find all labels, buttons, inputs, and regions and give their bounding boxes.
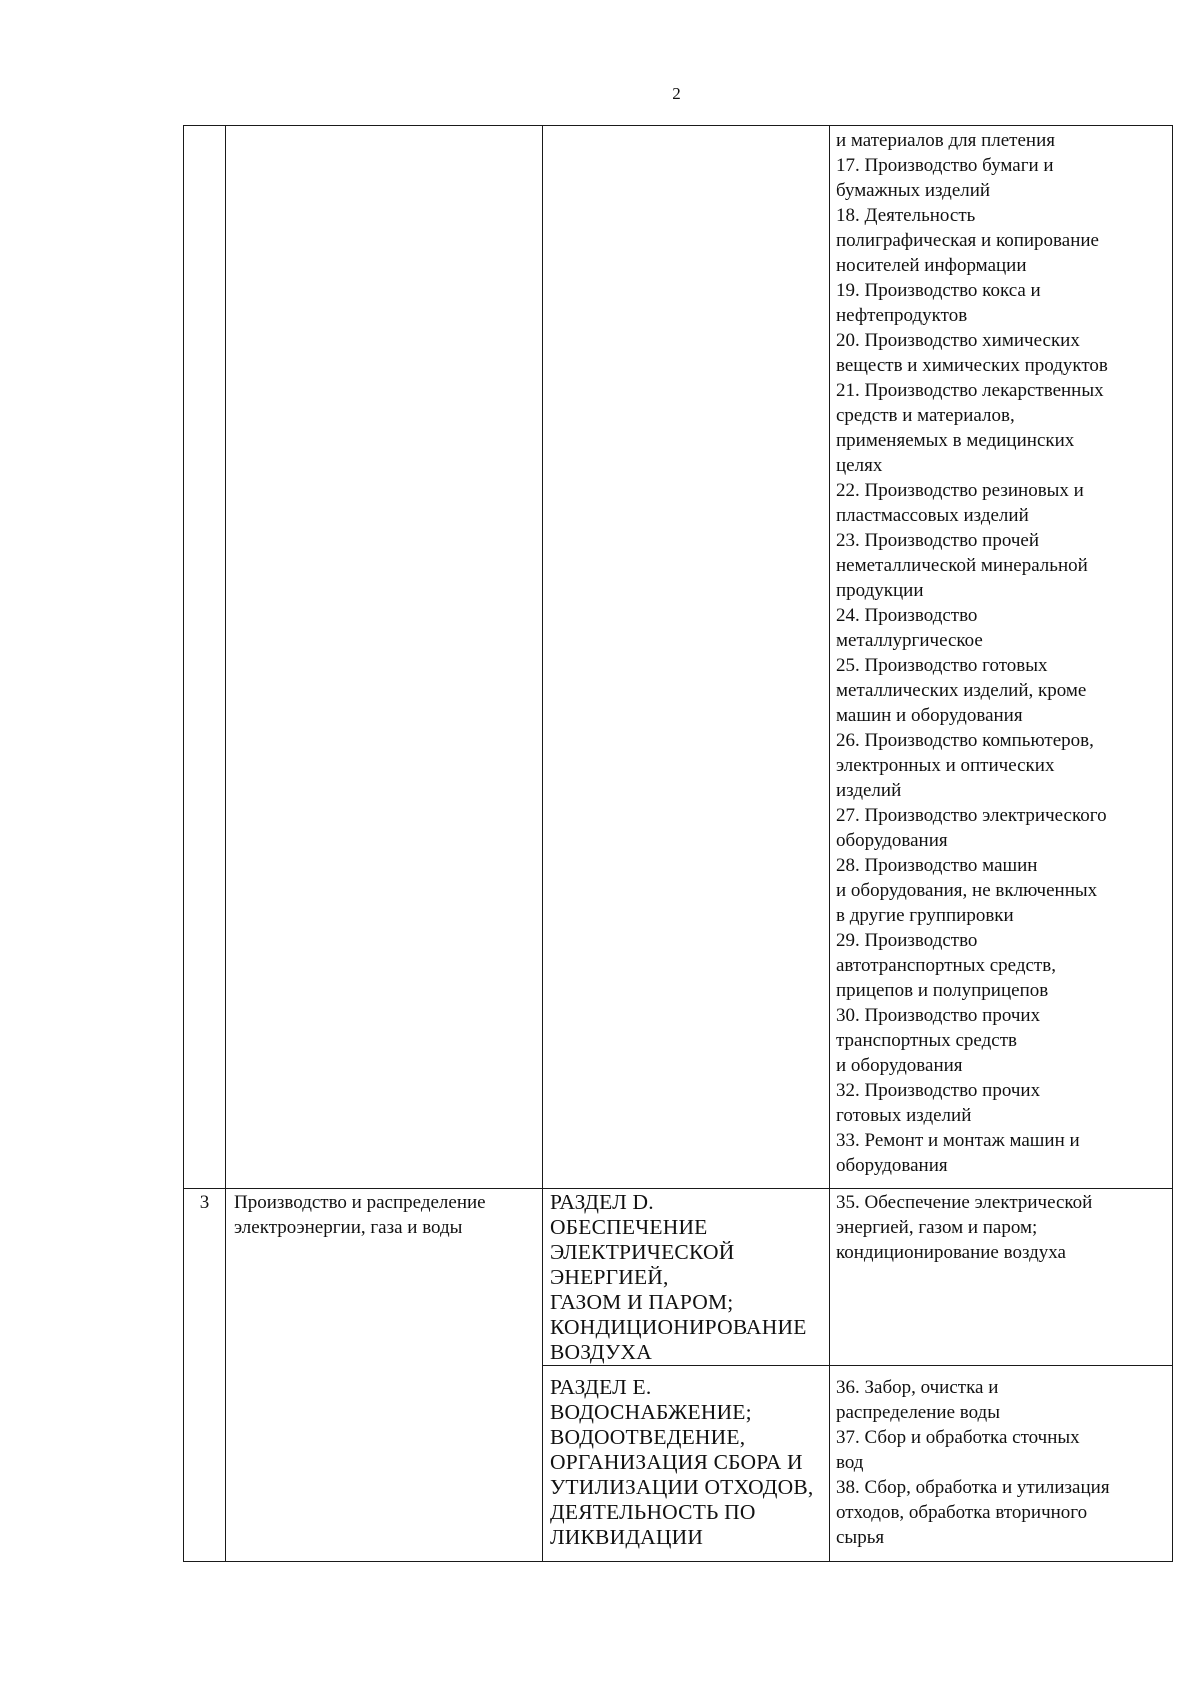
row-number: 3 [199,1192,210,1213]
text-line: 28. Производство машин [836,855,1038,876]
text-line: ВОДООТВЕДЕНИЕ, [550,1425,746,1449]
classes-list [836,128,1168,1178]
text-line: транспортных средств [836,1030,1017,1051]
text-line: веществ и химических продуктов [836,355,1108,376]
text-line: нефтепродуктов [836,305,968,326]
text-line: РАЗДЕЛ Е. [550,1375,652,1399]
text-line: 17. Производство бумаги и [836,155,1054,176]
text-line: КОНДИЦИОНИРОВАНИЕ [550,1315,807,1339]
text-line: 33. Ремонт и монтаж машин и [836,1130,1080,1151]
text-line: 27. Производство электрического [836,805,1107,826]
text-line: кондиционирование воздуха [836,1242,1066,1263]
text-line: целях [836,455,883,476]
classification-table [183,125,1173,1562]
text-line: и материалов для плетения [836,130,1055,151]
text-line: машин и оборудования [836,705,1023,726]
classes-cell-continued [830,126,1173,1189]
text-line: 32. Производство прочих [836,1080,1041,1101]
activity-name-cell [226,1189,543,1562]
text-line: отходов, обработка вторичного [836,1502,1088,1523]
text-line: УТИЛИЗАЦИИ ОТХОДОВ, [550,1475,814,1499]
text-line: и оборудования, не включенных [836,880,1098,901]
text-line: 22. Производство резиновых и [836,480,1084,501]
text-line: готовых изделий [836,1105,972,1126]
text-line: распределение воды [836,1402,1000,1423]
text-line: полиграфическая и копирование [836,230,1099,251]
text-line: энергией, газом и паром; [836,1217,1038,1238]
text-line: 30. Производство прочих [836,1005,1041,1026]
text-line: ОРГАНИЗАЦИЯ СБОРА И [550,1450,803,1474]
text-line: оборудования [836,830,948,851]
activity-name [234,1190,536,1240]
text-line: пластмассовых изделий [836,505,1029,526]
section-e-classes [836,1375,1168,1550]
text-line: 38. Сбор, обработка и утилизация [836,1477,1110,1498]
text-line: 37. Сбор и обработка сточных [836,1427,1080,1448]
text-line: 26. Производство компьютеров, [836,730,1094,751]
section-e-title [550,1375,823,1550]
section-d-classes-cell [830,1189,1173,1366]
text-line: 18. Деятельность [836,205,976,226]
text-line: носителей информации [836,255,1027,276]
section-e-classes-cell [830,1366,1173,1562]
text-line: ЛИКВИДАЦИИ [550,1525,704,1549]
text-line: РАЗДЕЛ D. [550,1190,654,1214]
text-line: средств и материалов, [836,405,1015,426]
text-line: электронных и оптических [836,755,1055,776]
text-line: 24. Производство [836,605,978,626]
section-d-classes [836,1190,1168,1265]
text-line: электроэнергии, газа и воды [234,1217,463,1238]
text-line: ДЕЯТЕЛЬНОСТЬ ПО [550,1500,756,1524]
text-line: 21. Производство лекарственных [836,380,1104,401]
text-line: неметаллической минеральной [836,555,1088,576]
text-line: ВОДОСНАБЖЕНИЕ; [550,1400,752,1424]
text-line: 19. Производство кокса и [836,280,1041,301]
text-line: вод [836,1452,864,1473]
text-line: изделий [836,780,902,801]
text-line: сырья [836,1527,885,1548]
text-line: бумажных изделий [836,180,991,201]
text-line: 35. Обеспечение электрической [836,1192,1093,1213]
section-d-title [550,1190,823,1365]
number-cell-empty [184,126,226,1189]
text-line: 20. Производство химических [836,330,1080,351]
text-line: 25. Производство готовых [836,655,1048,676]
text-line: в другие группировки [836,905,1014,926]
text-line: 36. Забор, очистка и [836,1377,999,1398]
text-line: металлургическое [836,630,983,651]
table-row-continued [184,126,1173,1189]
table-row-3-section-d [184,1189,1173,1366]
page-number: 2 [672,84,681,103]
text-line: ЭЛЕКТРИЧЕСКОЙ [550,1240,735,1264]
text-line: металлических изделий, кроме [836,680,1087,701]
section-d-cell [543,1189,830,1366]
text-line: ЭНЕРГИЕЙ, [550,1265,669,1289]
text-line: и оборудования [836,1055,963,1076]
section-e-cell [543,1366,830,1562]
text-line: продукции [836,580,924,601]
text-line: прицепов и полуприцепов [836,980,1049,1001]
text-line: 29. Производство [836,930,978,951]
text-line: ОБЕСПЕЧЕНИЕ [550,1215,708,1239]
text-line: Производство и распределение [234,1192,486,1213]
text-line: применяемых в медицинских [836,430,1075,451]
text-line: 23. Производство прочей [836,530,1040,551]
row-number-cell [184,1189,226,1562]
text-line: ГАЗОМ И ПАРОМ; [550,1290,734,1314]
name-cell-empty [226,126,543,1189]
text-line: автотранспортных средств, [836,955,1056,976]
text-line: ВОЗДУХА [550,1340,652,1364]
section-cell-empty [543,126,830,1189]
text-line: оборудования [836,1155,948,1176]
